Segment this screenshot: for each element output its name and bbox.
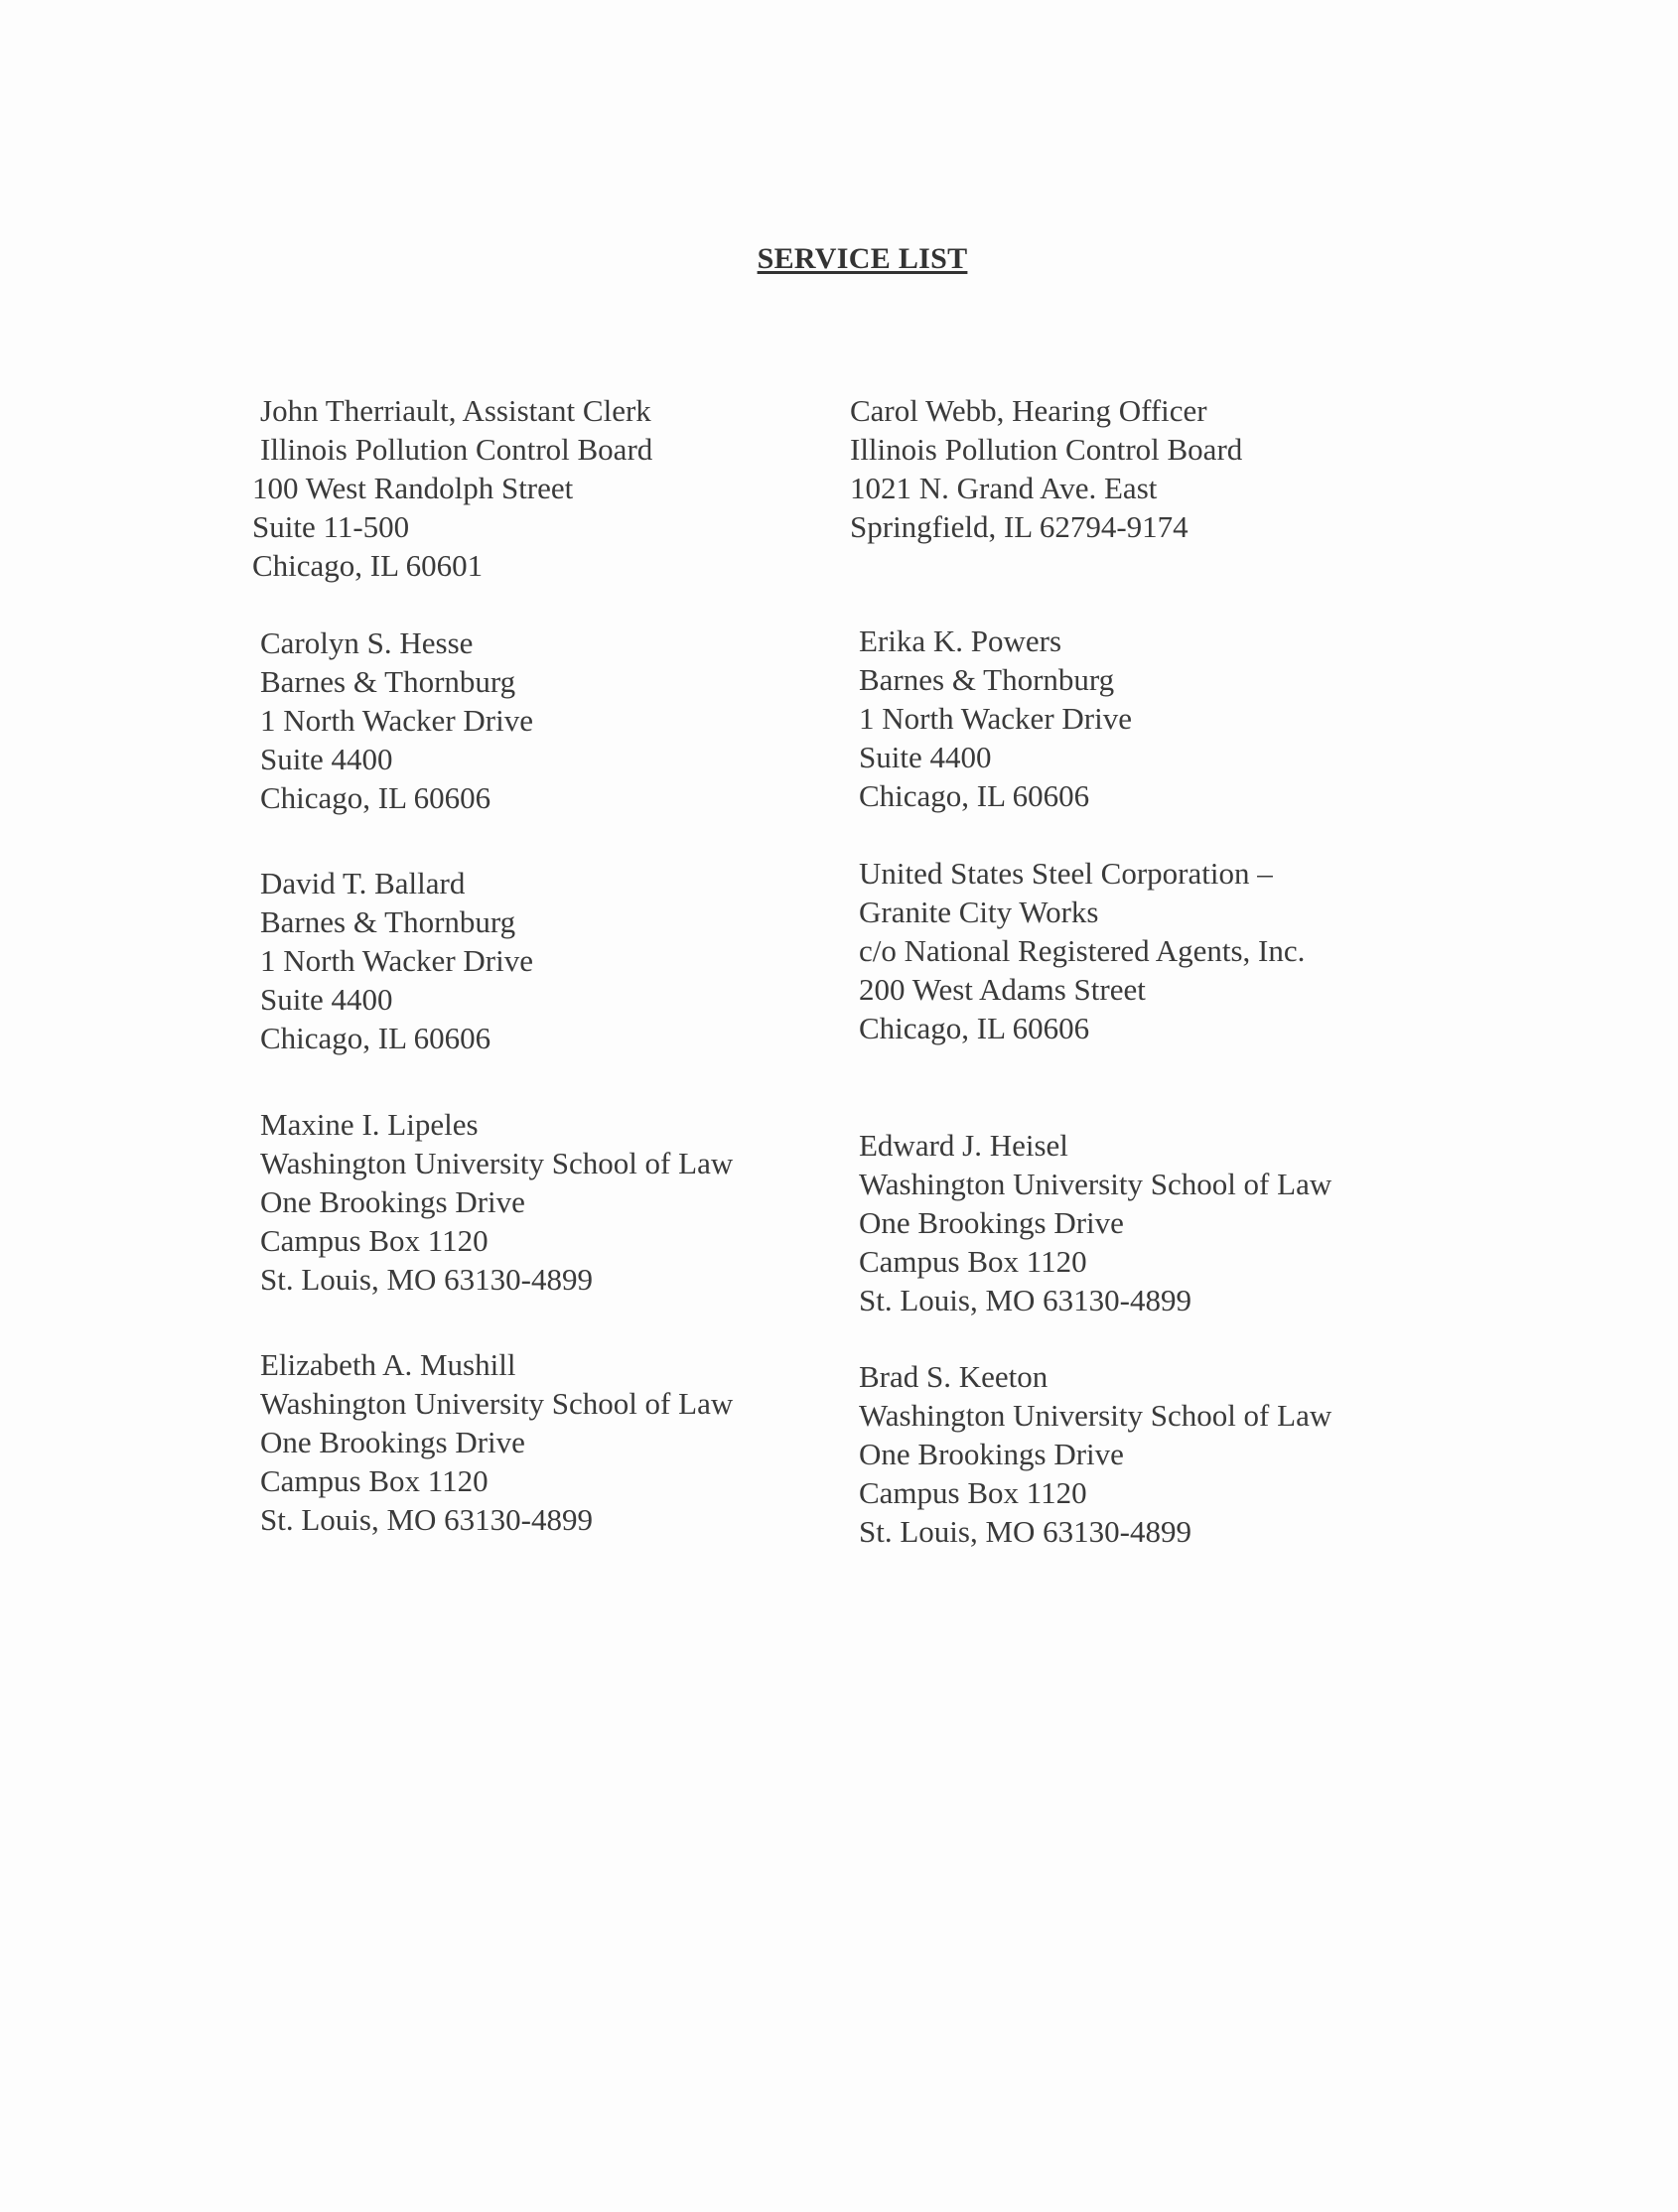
service-entry-ballard — [260, 864, 533, 1057]
entry-city: St. Louis, MO 63130-4899 — [859, 1514, 1191, 1549]
entry-street: 1021 N. Grand Ave. East — [850, 471, 1158, 505]
entry-suite: Suite 4400 — [859, 740, 992, 774]
entry-organization: Barnes & Thornburg — [260, 904, 516, 939]
entry-city: Chicago, IL 60606 — [859, 778, 1090, 813]
service-entry-powers — [859, 622, 1132, 815]
entry-street: 1 North Wacker Drive — [260, 703, 533, 738]
entry-suite: Campus Box 1120 — [260, 1223, 489, 1258]
entry-organization: Granite City Works — [859, 895, 1099, 929]
entry-name: Maxine I. Lipeles — [260, 1107, 479, 1142]
entry-city: Chicago, IL 60606 — [859, 1011, 1090, 1045]
entry-street: One Brookings Drive — [260, 1425, 525, 1459]
entry-organization: Washington University School of Law — [260, 1146, 734, 1180]
entry-organization: Washington University School of Law — [260, 1386, 734, 1421]
service-entry-keeton — [859, 1357, 1331, 1551]
entry-city: Chicago, IL 60601 — [252, 548, 484, 583]
entry-name: Brad S. Keeton — [859, 1359, 1049, 1394]
entry-suite: Suite 11-500 — [252, 509, 410, 544]
entry-name: Elizabeth A. Mushill — [260, 1347, 516, 1382]
entry-organization: Washington University School of Law — [859, 1167, 1332, 1201]
entry-name: Edward J. Heisel — [859, 1128, 1068, 1163]
entry-organization: Barnes & Thornburg — [260, 664, 516, 699]
entry-city: St. Louis, MO 63130-4899 — [859, 1283, 1191, 1317]
entry-suite: Campus Box 1120 — [859, 1244, 1087, 1279]
entry-organization: Washington University School of Law — [859, 1398, 1332, 1433]
entry-name: Carol Webb, Hearing Officer — [850, 393, 1207, 428]
entry-name: David T. Ballard — [260, 866, 466, 900]
entry-city: Chicago, IL 60606 — [260, 780, 491, 815]
entry-organization: Illinois Pollution Control Board — [260, 432, 653, 467]
entry-suite: Campus Box 1120 — [260, 1463, 489, 1498]
entry-suite: Suite 4400 — [260, 742, 393, 776]
entry-street: One Brookings Drive — [859, 1205, 1124, 1240]
service-entry-lipeles — [260, 1105, 733, 1299]
entry-street: 200 West Adams Street — [859, 972, 1146, 1007]
entry-organization: Illinois Pollution Control Board — [850, 432, 1243, 467]
page-title: SERVICE LIST — [757, 242, 968, 275]
entry-name: Carolyn S. Hesse — [260, 625, 474, 660]
entry-organization: Barnes & Thornburg — [859, 662, 1115, 697]
service-entry-therriault — [252, 391, 653, 585]
entry-city: Chicago, IL 60606 — [260, 1021, 491, 1055]
entry-city: Springfield, IL 62794-9174 — [850, 509, 1189, 544]
entry-agent: c/o National Registered Agents, Inc. — [859, 933, 1306, 968]
entry-street: 1 North Wacker Drive — [859, 701, 1132, 736]
entry-city: St. Louis, MO 63130-4899 — [260, 1262, 593, 1297]
entry-street: One Brookings Drive — [859, 1437, 1124, 1471]
entry-city: St. Louis, MO 63130-4899 — [260, 1502, 593, 1537]
entry-street: 100 West Randolph Street — [252, 471, 574, 505]
entry-street: 1 North Wacker Drive — [260, 943, 533, 978]
service-entry-webb — [850, 391, 1242, 546]
service-entry-us-steel — [859, 854, 1305, 1047]
service-entry-hesse — [260, 623, 533, 817]
entry-street: One Brookings Drive — [260, 1184, 525, 1219]
entry-suite: Campus Box 1120 — [859, 1475, 1087, 1510]
entry-name: United States Steel Corporation – — [859, 856, 1273, 891]
entry-name: John Therriault, Assistant Clerk — [260, 393, 651, 428]
service-entry-mushill — [260, 1345, 733, 1539]
entry-name: Erika K. Powers — [859, 623, 1062, 658]
entry-suite: Suite 4400 — [260, 982, 393, 1017]
service-entry-heisel — [859, 1126, 1331, 1319]
